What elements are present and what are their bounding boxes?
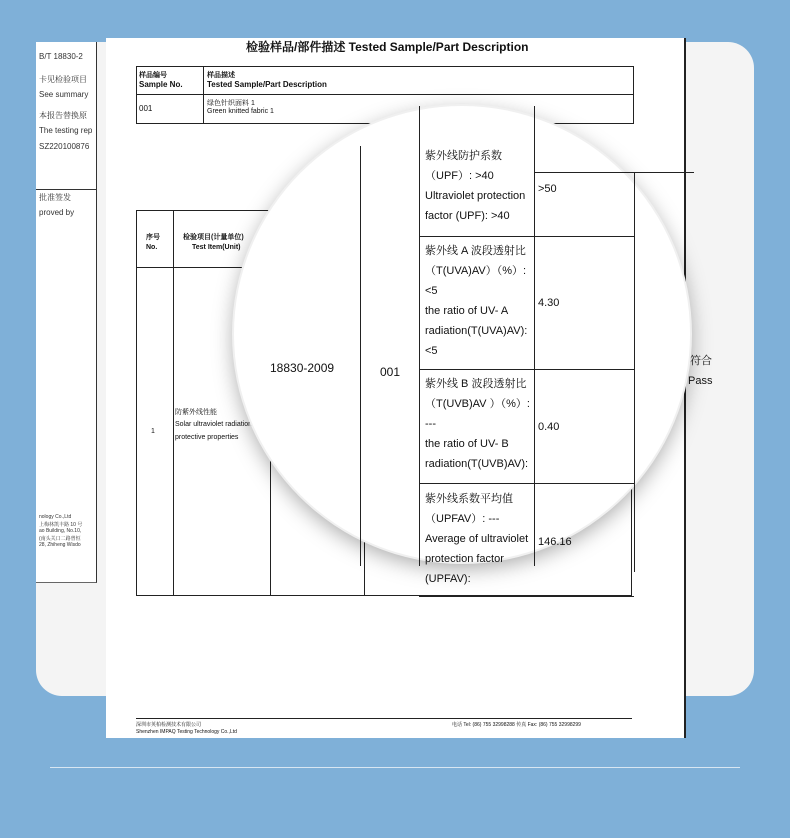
lens-rule — [534, 172, 694, 173]
back-line: 本报告替换原 — [39, 111, 87, 120]
lens-row4-line: protection factor — [425, 553, 504, 565]
magnifier-lens — [234, 106, 690, 585]
back-line: B/T 18830-2 — [39, 52, 83, 61]
back-line: The testing rep — [39, 126, 93, 135]
back-line: SZ220100876 — [39, 142, 90, 151]
lens-row3-line: 紫外线 B 波段透射比 — [425, 378, 527, 390]
sample-desc-header-cn: 样品描述 — [207, 72, 235, 79]
bottom-divider — [50, 767, 740, 768]
lens-rule — [419, 596, 634, 597]
section-title: 检验样品/部件描述 Tested Sample/Part Description — [246, 40, 529, 54]
sample-desc-en: Green knitted fabric 1 — [207, 108, 274, 115]
sample-no-value: 001 — [139, 104, 153, 113]
lens-row2-line: 紫外线 A 波段透射比 — [425, 245, 526, 257]
col-item-en: Test Item(Unit) — [192, 244, 241, 251]
back-footer-line: nology Co.,Ltd — [39, 514, 72, 520]
lens-row3-line: radiation(T(UVB)AV): — [425, 458, 529, 470]
lens-row1-line: Ultraviolet protection — [425, 190, 526, 202]
lens-row3-line: （T(UVB)AV ）（%）: — [425, 398, 530, 410]
back-report-page — [36, 42, 97, 583]
lens-row2-line: （T(UVA)AV）（%）: — [425, 265, 527, 277]
lens-rule — [419, 236, 634, 237]
table-rule — [203, 66, 204, 124]
lens-row2-line: radiation(T(UVA)AV): — [425, 325, 528, 337]
row-item-en-2: protective properties — [175, 434, 239, 441]
col-no-en: No. — [146, 244, 158, 251]
back-divider — [36, 189, 96, 190]
table-rule — [173, 210, 174, 596]
sample-no-header-en: Sample No. — [139, 80, 183, 89]
verdict-cn: 符合 — [690, 355, 712, 367]
lens-row2-value: 4.30 — [538, 297, 560, 309]
back-footer-line: 28, Zhiheng Wisdo — [39, 542, 81, 548]
back-line: proved by — [39, 208, 75, 217]
footer-contact: 电话 Tel: (86) 755 32998288 传真 Fax: (86) 755 32998299 — [452, 722, 581, 728]
lens-rule — [419, 369, 634, 370]
verdict-en: Pass — [688, 375, 713, 387]
footer-company-cn: 深圳市英柏检测技术有限公司 — [136, 722, 202, 728]
lens-row4-value: 146.16 — [538, 536, 572, 548]
lens-row2-line: <5 — [425, 285, 438, 297]
back-line: See summary — [39, 90, 89, 99]
lens-row2-line: the ratio of UV- A — [425, 305, 509, 317]
lens-row4-line: 紫外线系数平均值 — [425, 493, 513, 505]
back-line: 批准签发 — [39, 193, 71, 202]
back-footer-line: (南头关口二路曾恒 — [39, 536, 81, 542]
row-item-cn: 防紫外线性能 — [175, 409, 217, 416]
col-item-cn: 检验项目(计量单位) — [183, 234, 244, 241]
lens-row3-line: the ratio of UV- B — [425, 438, 509, 450]
lens-method: 18830-2009 — [270, 361, 335, 375]
footer-rule — [136, 718, 632, 719]
lens-rule — [634, 172, 635, 572]
sample-desc-cn: 绿色针织面料 1 — [207, 100, 255, 107]
lens-row4-line: Average of ultraviolet — [425, 533, 529, 545]
sample-no-header-cn: 样品编号 — [139, 72, 167, 79]
row-item-en-1: Solar ultraviolet radiation — [175, 421, 253, 428]
sample-desc-header-en: Tested Sample/Part Description — [207, 80, 327, 89]
lens-row1-line: factor (UPF): >40 — [425, 210, 510, 222]
lens-row1-line: 紫外线防护系数 — [425, 150, 502, 162]
lens-row4-line: （UPFAV）: --- — [425, 513, 500, 525]
lens-row3-value: 0.40 — [538, 421, 560, 433]
lens-rule — [419, 483, 634, 484]
col-no-cn: 序号 — [146, 234, 160, 241]
lens-row1-line: （UPF）: >40 — [425, 170, 494, 182]
lens-rule — [360, 146, 361, 566]
lens-row4-line: (UPFAV): — [425, 573, 471, 585]
footer-company-en: Shenzhen IMPAQ Testing Technology Co.,Ltd — [136, 729, 237, 735]
table-rule — [136, 94, 634, 95]
lens-row3-line: --- — [425, 418, 436, 430]
back-line: 卡见检验项目 — [39, 75, 87, 84]
back-footer-line: ao Building, No.10, — [39, 528, 82, 534]
row-number: 1 — [151, 428, 155, 435]
lens-row2-line: <5 — [425, 345, 438, 357]
back-footer-line: 上梅林凯丰路 10 号 — [39, 522, 83, 528]
lens-row1-value: >50 — [538, 183, 557, 195]
lens-rule — [419, 106, 420, 566]
lens-rule — [534, 106, 535, 566]
lens-sample: 001 — [380, 365, 401, 379]
